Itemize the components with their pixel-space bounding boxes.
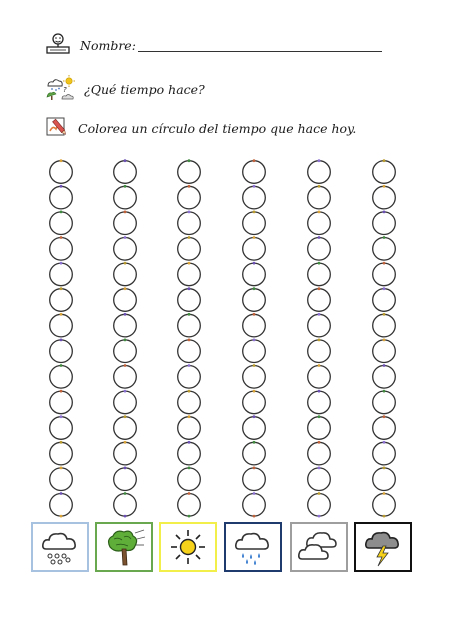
bead-circle[interactable]	[50, 417, 73, 440]
bead-joint-dot	[318, 236, 321, 239]
bead-joint-dot	[253, 287, 256, 290]
bead-circle[interactable]	[178, 238, 201, 261]
bead-circle[interactable]	[308, 186, 331, 209]
bead-joint-dot	[188, 441, 191, 444]
bead-joint-dot	[383, 467, 386, 470]
bead-joint-dot	[318, 313, 321, 316]
bead-joint-dot	[124, 492, 127, 495]
bead-joint-dot	[188, 262, 191, 265]
bead-circle[interactable]	[243, 340, 266, 363]
bead-joint-dot	[60, 467, 63, 470]
bead-joint-dot	[124, 262, 127, 265]
bead-joint-dot	[318, 441, 321, 444]
bead-circle[interactable]	[50, 391, 73, 414]
bead-circle[interactable]	[243, 417, 266, 440]
bead-circle[interactable]	[114, 186, 137, 209]
bead-circle[interactable]	[308, 314, 331, 337]
bead-joint-dot	[383, 492, 386, 495]
bead-circle[interactable]	[308, 289, 331, 312]
bead-circle[interactable]	[373, 161, 396, 184]
bead-circle[interactable]	[50, 238, 73, 261]
bead-circle[interactable]	[114, 494, 137, 517]
bead-joint-dot	[318, 415, 321, 418]
bead-joint-dot	[124, 415, 127, 418]
bead-joint-dot	[253, 185, 256, 188]
bead-circle[interactable]	[50, 186, 73, 209]
bead-joint-dot	[124, 287, 127, 290]
bead-joint-dot	[318, 287, 321, 290]
bead-joint-dot	[60, 492, 63, 495]
cloud-icon	[296, 527, 342, 567]
bead-circle[interactable]	[114, 366, 137, 389]
rainy-pictogram	[224, 522, 282, 572]
bead-circle[interactable]	[50, 340, 73, 363]
bead-joint-dot	[318, 339, 321, 342]
bead-joint-dot	[60, 287, 63, 290]
bead-circle[interactable]	[243, 494, 266, 517]
bead-circle[interactable]	[178, 494, 201, 517]
bead-joint-dot	[188, 159, 191, 162]
bead-joint-dot	[60, 185, 63, 188]
sun-icon	[168, 527, 208, 567]
bead-joint-dot	[318, 211, 321, 214]
bead-circle[interactable]	[178, 442, 201, 465]
bead-joint-dot	[318, 492, 321, 495]
bead-circle[interactable]	[308, 340, 331, 363]
bead-joint-dot	[60, 313, 63, 316]
bead-joint-dot	[253, 339, 256, 342]
bead-circle[interactable]	[114, 340, 137, 363]
bead-joint-dot	[383, 287, 386, 290]
bead-joint-dot	[188, 415, 191, 418]
bead-circle[interactable]	[373, 314, 396, 337]
bead-circle[interactable]	[308, 263, 331, 286]
bead-circle[interactable]	[243, 238, 266, 261]
bead-joint-dot	[383, 262, 386, 265]
bead-joint-dot	[383, 185, 386, 188]
bead-circle[interactable]	[243, 366, 266, 389]
bead-joint-dot	[124, 185, 127, 188]
snow-cloud-icon	[38, 527, 82, 567]
bead-joint-dot	[188, 467, 191, 470]
bead-joint-dot	[60, 211, 63, 214]
bead-joint-dot	[188, 339, 191, 342]
bead-joint-dot	[124, 313, 127, 316]
bead-joint-dot	[188, 313, 191, 316]
bead-circle[interactable]	[373, 238, 396, 261]
bead-circle[interactable]	[50, 263, 73, 286]
bead-circle[interactable]	[114, 161, 137, 184]
bead-circle[interactable]	[243, 161, 266, 184]
bead-joint-dot	[124, 159, 127, 162]
bead-joint-dot	[60, 515, 63, 518]
bead-circle[interactable]	[373, 391, 396, 414]
bead-joint-dot	[383, 364, 386, 367]
bead-circle[interactable]	[178, 314, 201, 337]
bead-circle[interactable]	[373, 442, 396, 465]
bead-joint-dot	[124, 211, 127, 214]
bead-joint-dot	[318, 262, 321, 265]
bead-column-snowy	[50, 159, 73, 517]
bead-joint-dot	[253, 515, 256, 518]
bead-joint-dot	[188, 364, 191, 367]
bead-circle[interactable]	[308, 417, 331, 440]
bead-joint-dot	[188, 211, 191, 214]
bead-circle[interactable]	[178, 212, 201, 235]
bead-joint-dot	[383, 211, 386, 214]
bead-circle[interactable]	[114, 417, 137, 440]
bead-circle[interactable]	[373, 289, 396, 312]
bead-joint-dot	[383, 339, 386, 342]
bead-circle[interactable]	[308, 366, 331, 389]
bead-joint-dot	[253, 159, 256, 162]
bead-joint-dot	[124, 515, 127, 518]
bead-circle[interactable]	[50, 494, 73, 517]
bead-circle[interactable]	[373, 186, 396, 209]
bead-joint-dot	[253, 467, 256, 470]
bead-joint-dot	[383, 390, 386, 393]
bead-circle[interactable]	[50, 161, 73, 184]
bead-circle[interactable]	[243, 314, 266, 337]
bead-column-rainy	[243, 159, 266, 517]
bead-joint-dot	[188, 236, 191, 239]
bead-circle[interactable]	[114, 238, 137, 261]
bead-joint-dot	[318, 467, 321, 470]
bead-joint-dot	[318, 515, 321, 518]
bead-joint-dot	[318, 185, 321, 188]
bead-joint-dot	[188, 492, 191, 495]
bead-circle[interactable]	[114, 314, 137, 337]
stormy-pictogram	[354, 522, 412, 572]
bead-joint-dot	[60, 364, 63, 367]
bead-joint-dot	[60, 236, 63, 239]
bead-column-cloudy	[308, 159, 331, 517]
bead-circle[interactable]	[178, 417, 201, 440]
bead-circle[interactable]	[308, 391, 331, 414]
bead-joint-dot	[383, 415, 386, 418]
bead-joint-dot	[253, 236, 256, 239]
bead-joint-dot	[318, 159, 321, 162]
windy-pictogram	[95, 522, 153, 572]
bead-circle[interactable]	[308, 238, 331, 261]
bead-circle[interactable]	[178, 340, 201, 363]
bead-joint-dot	[60, 262, 63, 265]
bead-joint-dot	[188, 515, 191, 518]
bead-circle[interactable]	[243, 263, 266, 286]
bead-joint-dot	[253, 415, 256, 418]
wind-tree-icon	[102, 525, 146, 569]
snowy-pictogram	[31, 522, 89, 572]
bead-circle[interactable]	[178, 161, 201, 184]
bead-circle[interactable]	[178, 468, 201, 491]
sunny-pictogram	[159, 522, 217, 572]
bead-joint-dot	[60, 339, 63, 342]
bead-joint-dot	[318, 390, 321, 393]
bead-circle[interactable]	[308, 212, 331, 235]
bead-joint-dot	[253, 492, 256, 495]
bead-joint-dot	[383, 515, 386, 518]
name-label: Nombre:	[80, 38, 136, 53]
bead-circle[interactable]	[373, 417, 396, 440]
bead-joint-dot	[124, 339, 127, 342]
bead-circle[interactable]	[50, 314, 73, 337]
bead-circle[interactable]	[373, 263, 396, 286]
cloudy-pictogram	[290, 522, 348, 572]
bead-circle[interactable]	[308, 442, 331, 465]
bead-circle[interactable]	[178, 366, 201, 389]
bead-joint-dot	[124, 441, 127, 444]
rain-cloud-icon	[231, 527, 275, 567]
bead-joint-dot	[60, 390, 63, 393]
bead-joint-dot	[188, 390, 191, 393]
bead-joint-dot	[60, 441, 63, 444]
bead-circle[interactable]	[114, 212, 137, 235]
bead-circle[interactable]	[308, 494, 331, 517]
bead-circle[interactable]	[114, 391, 137, 414]
bead-circle[interactable]	[308, 468, 331, 491]
bead-joint-dot	[383, 441, 386, 444]
bead-circle[interactable]	[243, 468, 266, 491]
bead-circle[interactable]	[373, 212, 396, 235]
storm-cloud-icon	[361, 526, 405, 568]
bead-column-windy	[114, 159, 137, 517]
bead-circle[interactable]	[178, 391, 201, 414]
bead-joint-dot	[318, 364, 321, 367]
svg-text:?: ?	[63, 86, 67, 94]
bead-joint-dot	[383, 159, 386, 162]
bead-circle[interactable]	[243, 391, 266, 414]
bead-circle[interactable]	[243, 186, 266, 209]
bead-circle[interactable]	[373, 340, 396, 363]
bead-circle[interactable]	[243, 289, 266, 312]
bead-joint-dot	[383, 236, 386, 239]
bead-circle[interactable]	[50, 442, 73, 465]
bead-joint-dot	[60, 415, 63, 418]
bead-joint-dot	[188, 185, 191, 188]
bead-circle[interactable]	[114, 468, 137, 491]
bead-circle[interactable]	[308, 161, 331, 184]
bead-circle[interactable]	[114, 442, 137, 465]
bead-circle[interactable]	[178, 186, 201, 209]
question-text: ¿Qué tiempo hace?	[84, 82, 205, 97]
bead-circle[interactable]	[50, 468, 73, 491]
bead-joint-dot	[253, 441, 256, 444]
bead-column-sunny	[178, 159, 201, 517]
bead-circle[interactable]	[50, 366, 73, 389]
bead-circle[interactable]	[243, 212, 266, 235]
bead-joint-dot	[188, 287, 191, 290]
bead-column-stormy	[373, 159, 396, 517]
bead-joint-dot	[124, 390, 127, 393]
bead-joint-dot	[253, 364, 256, 367]
bead-circle[interactable]	[114, 289, 137, 312]
bead-circle[interactable]	[178, 289, 201, 312]
bead-joint-dot	[124, 467, 127, 470]
bead-circle[interactable]	[373, 494, 396, 517]
bead-joint-dot	[60, 159, 63, 162]
bead-circle[interactable]	[178, 263, 201, 286]
bead-joint-dot	[253, 313, 256, 316]
bead-joint-dot	[253, 262, 256, 265]
bead-circle[interactable]	[50, 289, 73, 312]
bead-circle[interactable]	[50, 212, 73, 235]
bead-circle[interactable]	[243, 442, 266, 465]
bead-circle[interactable]	[114, 263, 137, 286]
bead-joint-dot	[124, 236, 127, 239]
bead-circle[interactable]	[373, 468, 396, 491]
bead-joint-dot	[124, 364, 127, 367]
bead-joint-dot	[383, 313, 386, 316]
bead-circle[interactable]	[373, 366, 396, 389]
instruction-text: Colorea un círculo del tiempo que hace hoy.	[78, 121, 357, 136]
bead-joint-dot	[253, 390, 256, 393]
bead-joint-dot	[253, 211, 256, 214]
